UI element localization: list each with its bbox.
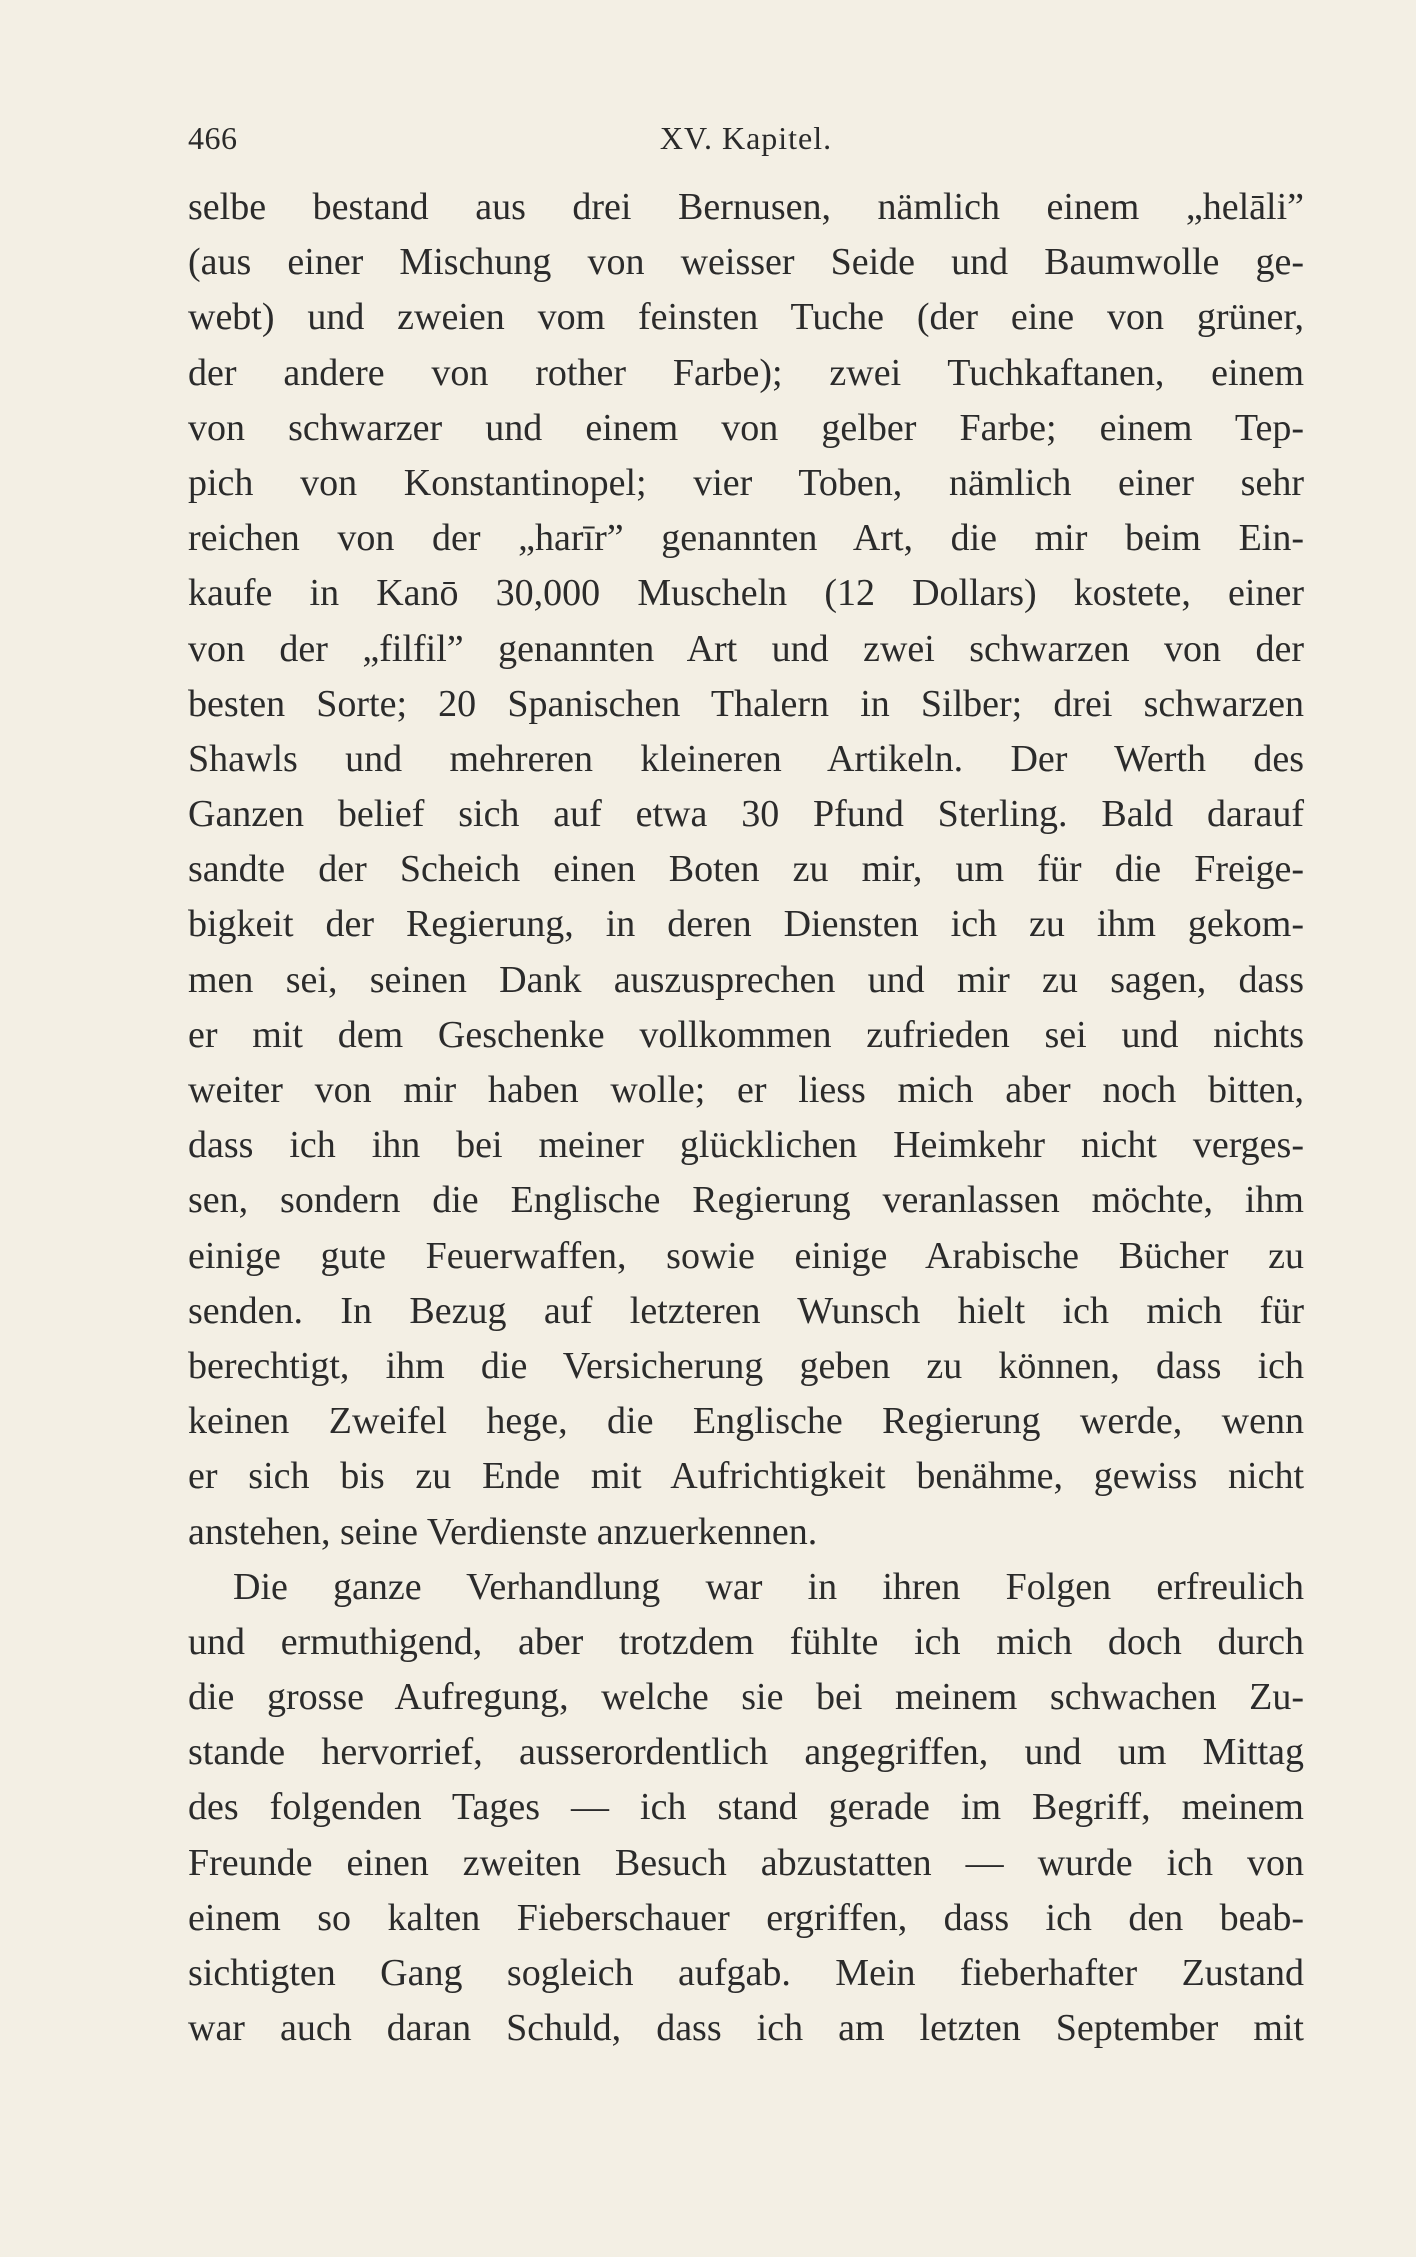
text-line: webt) und zweien vom feinsten Tuche (der eine von grüner, <box>188 296 1304 339</box>
text-line: dass ich ihn bei meiner glücklichen Heimkehr nicht verges- <box>188 1124 1304 1167</box>
text-line: und ermuthigend, aber trotzdem fühlte ich mich doch durch <box>188 1620 1304 1663</box>
page-number: 466 <box>188 120 238 156</box>
text-line: weiter von mir haben wolle; er liess mich aber noch bitten, <box>188 1069 1304 1111</box>
text-line: sichtigten Gang sogleich aufgab. Mein fieberhafter Zustand <box>188 1952 1304 1994</box>
text-line: (aus einer Mischung von weisser Seide und Baumwolle ge- <box>188 241 1304 284</box>
text-line: einige gute Feuerwaffen, sowie einige Arabische Bücher zu <box>188 1234 1304 1277</box>
body-text <box>188 180 1304 2056</box>
text-line: des folgenden Tages — ich stand gerade im Begriff, meinem <box>188 1786 1304 1829</box>
text-line: selbe bestand aus drei Bernusen, nämlich einem „helāli” <box>188 186 1304 228</box>
page-header <box>188 120 1304 168</box>
text-line: pich von Konstantinopel; vier Toben, nämlich einer sehr <box>188 461 1304 504</box>
paragraph-end-line: anstehen, seine Verdienste anzuerkennen. <box>188 1510 818 1553</box>
text-line: sandte der Scheich einen Boten zu mir, um für die Freige- <box>188 848 1304 891</box>
text-line: Freunde einen zweiten Besuch abzustatten — wurde ich von <box>188 1841 1304 1884</box>
paragraph-start-line: Die ganze Verhandlung war in ihren Folgen erfreulich <box>233 1565 1304 1608</box>
text-line: von schwarzer und einem von gelber Farbe; einem Tep- <box>188 406 1304 449</box>
text-line: keinen Zweifel hege, die Englische Regierung werde, wenn <box>188 1400 1304 1443</box>
text-line: Ganzen belief sich auf etwa 30 Pfund Sterling. Bald darauf <box>188 793 1304 836</box>
text-line: kaufe in Kanō 30,000 Muscheln (12 Dollars) kostete, einer <box>188 572 1304 615</box>
text-line: einem so kalten Fieberschauer ergriffen, dass ich den beab- <box>188 1896 1304 1939</box>
text-line: reichen von der „harīr” genannten Art, die mir beim Ein- <box>188 517 1304 560</box>
text-line: men sei, seinen Dank auszusprechen und mir zu sagen, dass <box>188 958 1304 1001</box>
text-line: berechtigt, ihm die Versicherung geben zu können, dass ich <box>188 1344 1304 1387</box>
text-line: bigkeit der Regierung, in deren Diensten ich zu ihm gekom- <box>188 903 1304 946</box>
text-line: er sich bis zu Ende mit Aufrichtigkeit benähme, gewiss nicht <box>188 1455 1304 1498</box>
running-title: XV. Kapitel. <box>659 120 833 156</box>
text-line: besten Sorte; 20 Spanischen Thalern in Silber; drei schwarzen <box>188 682 1304 725</box>
text-line: die grosse Aufregung, welche sie bei meinem schwachen Zu- <box>188 1676 1304 1719</box>
text-line: stande hervorrief, ausserordentlich angegriffen, und um Mittag <box>188 1731 1304 1774</box>
text-line: senden. In Bezug auf letzteren Wunsch hielt ich mich für <box>188 1289 1304 1332</box>
text-line: der andere von rother Farbe); zwei Tuchkaftanen, einem <box>188 351 1304 394</box>
text-line: Shawls und mehreren kleineren Artikeln. Der Werth des <box>188 737 1304 780</box>
text-line: sen, sondern die Englische Regierung veranlassen möchte, ihm <box>188 1179 1304 1222</box>
text-line: von der „filfil” genannten Art und zwei schwarzen von der <box>188 627 1304 670</box>
text-line: er mit dem Geschenke vollkommen zufrieden sei und nichts <box>188 1013 1304 1056</box>
text-line: war auch daran Schuld, dass ich am letzten September mit <box>188 2007 1304 2050</box>
